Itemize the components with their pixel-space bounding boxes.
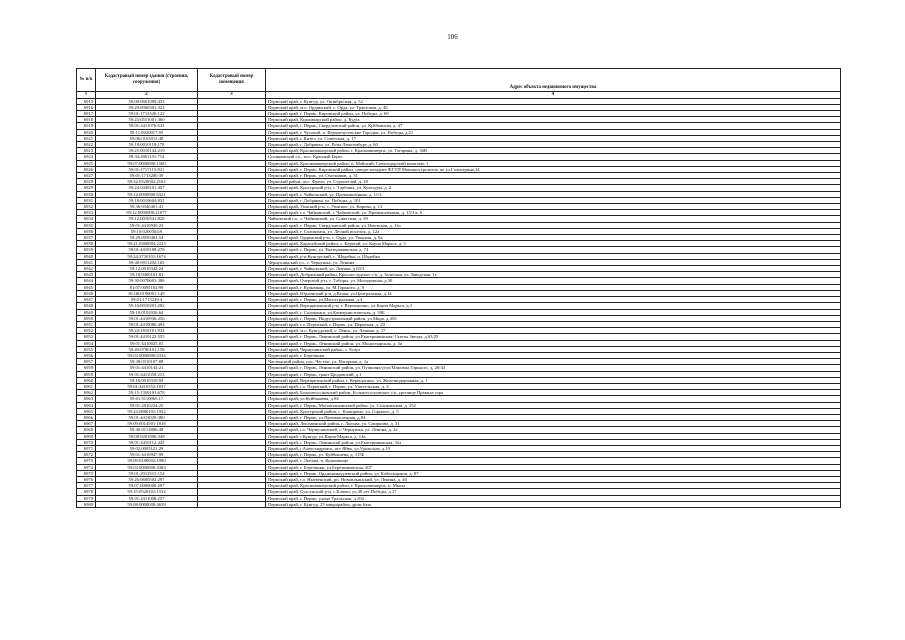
- row-number: 6936: [77, 228, 96, 234]
- building-cadastral-number: 59:25:0010144:219: [96, 148, 198, 154]
- address: Пермский край, г. Пермь, Ленинский район, ул.Екатерининская/ Газеты Звезда, д.63/25: [266, 334, 841, 340]
- building-cadastral-number: 59:01:4413020:380: [96, 414, 198, 420]
- address: Пермский край, г.о. Нытвенский, рп. Новоильинский, ул. Ленина, д. 40: [266, 476, 841, 482]
- row-number: 6926: [77, 166, 96, 172]
- row-number: 6956: [77, 352, 96, 358]
- building-cadastral-number: 59:01:4410144:21: [96, 365, 198, 371]
- index-4: 4: [266, 92, 841, 99]
- address: Пермский край, Верещагинский район, г. Верещагино, ул. Железнодорожная, д. 1: [266, 377, 841, 383]
- building-cadastral-number: 59:09:0014501:1018: [96, 421, 198, 427]
- row-number: 6967: [77, 421, 96, 427]
- row-number: 6934: [77, 216, 96, 222]
- address: Пермский край, Чернушинский район, с. Есаул: [266, 346, 841, 352]
- row-number: 6950: [77, 315, 96, 321]
- row-number: 6960: [77, 377, 96, 383]
- address: Пермский край, г. Пермь, Кировский район, ул. Победы, д. 69: [266, 111, 841, 117]
- address: Пермский край, г. Соликамск, ул.Коммунистическая, д. 39Б: [266, 309, 841, 315]
- building-cadastral-number: 59:01:4411058:213: [96, 371, 198, 377]
- row-number: 6972: [77, 452, 96, 458]
- address: Пермский край, г. Пермь, Свердловский район, ул. Куйбышева, д. 47: [266, 123, 841, 129]
- address: Пермский край, г. Кунгур, 25 микрорайон, дром база: [266, 501, 841, 507]
- row-number: 6924: [77, 154, 96, 160]
- row-number: 6923: [77, 148, 96, 154]
- building-cadastral-number: 59:08:0000000:4639: [96, 501, 198, 507]
- building-cadastral-number: 59:08:0601009:433: [96, 98, 198, 104]
- building-cadastral-number: 59:21:0360004:2223: [96, 241, 198, 247]
- address: Пермский край, г. Кунгур, ул. Октябрьская, д. 52: [266, 98, 841, 104]
- index-3: 3: [198, 92, 266, 99]
- address: Пермский край, г.о. Чайковский, г. Чайковский, ул. Промышленная, д. 13/3 к. 6: [266, 210, 841, 216]
- row-number: 6966: [77, 414, 96, 420]
- row-number: 6979: [77, 495, 96, 501]
- building-cadastral-number: 59:01:1713239:4: [96, 297, 198, 303]
- address: Пермский район, пос. Фроль, ул. Строителей, д. 28: [266, 179, 841, 185]
- row-number: 6954: [77, 340, 96, 346]
- building-cadastral-number: 59:01:1713326:122: [96, 111, 198, 117]
- row-number: 6944: [77, 278, 96, 284]
- row-number: 6951: [77, 321, 96, 327]
- row-number: 6955: [77, 346, 96, 352]
- row-number: 6932: [77, 204, 96, 210]
- address: Пермский край, г. Лысьва, п. Кормовище: [266, 458, 841, 464]
- row-number: 6980: [77, 501, 96, 507]
- building-cadastral-number: 59:30:0070601:386: [96, 278, 198, 284]
- building-cadastral-number: 59:07:0000000:1560: [96, 160, 198, 166]
- building-cadastral-number: 59:24:0430101:457: [96, 185, 198, 191]
- row-number: 6918: [77, 117, 96, 123]
- building-cadastral-number: 59:12:0000000:6321: [96, 191, 198, 197]
- address: Пермский край, г. Чусовой, п. Верхнечусовские Городки, ул. Победы, д.21: [266, 129, 841, 135]
- row-number: 6952: [77, 328, 96, 334]
- building-cadastral-number: 59:01:4311008:257: [96, 495, 198, 501]
- address: Пермский край, г. Добрянка, ул. Розы Люксембург, д. 60: [266, 142, 841, 148]
- row-number: 6915: [77, 98, 96, 104]
- row-number: 6945: [77, 284, 96, 290]
- table-body: [77, 98, 841, 507]
- row-number: 6928: [77, 179, 96, 185]
- row-number: 6965: [77, 408, 96, 414]
- building-cadastral-number: 59:40:0911202:165: [96, 259, 198, 265]
- address: Пермский край, м.о. Кунгурский, с. Ленск, ул. Ленина, д. 17: [266, 328, 841, 334]
- building-cadastral-number: 59:01:2912515:154: [96, 470, 198, 476]
- row-number: 6964: [77, 402, 96, 408]
- building-cadastral-number: 59:18:0010604:831: [96, 197, 198, 203]
- building-cadastral-number: 59:16:0010201:282: [96, 303, 198, 309]
- header-address: Адрес объекта недвижимого имущества: [266, 69, 841, 92]
- row-number: 6958: [77, 365, 96, 371]
- address: Пермский край, г. Кудымкар, ул. М.Горького, д. 9: [266, 284, 841, 290]
- row-number: 6953: [77, 334, 96, 340]
- building-cadastral-number: 59:36:0340401:41: [96, 204, 198, 210]
- address: Пермский край, г. Добрянка, ул. Победы, д. 101: [266, 197, 841, 203]
- building-cadastral-number: 59:18:0400101:81: [96, 272, 198, 278]
- address: Пермский край, Верещагинский р-н, г. Верещагино, ул.Карла Маркса, д.3: [266, 303, 841, 309]
- building-cadastral-number: 59:40:0700101:158: [96, 346, 198, 352]
- page-number: 106: [447, 33, 458, 41]
- row-number: 6976: [77, 476, 96, 482]
- building-cadastral-number: 59:16:0010310:93: [96, 377, 198, 383]
- address: Пермский край, г. Чайковский, ул. Промышленная, д. 11/2: [266, 191, 841, 197]
- building-cadastral-number: 59:01:1713280:39: [96, 173, 198, 179]
- row-number: 6963: [77, 396, 96, 402]
- building-cadastral-number: 59:12:0010342:24: [96, 266, 198, 272]
- address: Пермский край, г. Пермь, улица Уральская, д.104: [266, 495, 841, 501]
- building-cadastral-number: 59:10:0200304:9: [96, 228, 198, 234]
- address: Пермский край, г. Пермь, ул. Куйбышева, д. 115Б: [266, 452, 841, 458]
- building-cadastral-number: 59:03:0000000:6334: [96, 352, 198, 358]
- address: Пермский край, Уинский р-н, с. Уинское, ул. Кирова, д. 13: [266, 204, 841, 210]
- row-number: 6935: [77, 222, 96, 228]
- row-number: 6930: [77, 191, 96, 197]
- address: Пермский край, Добрянский район, Краснослудское с/п, д. Залесная, ул. Заводская, 1е: [266, 272, 841, 278]
- building-cadastral-number: 59:01:2810234:25: [96, 402, 198, 408]
- address: Пермский край, г. Пермь, ул. Екатерининская, д. 74: [266, 247, 841, 253]
- address: Пермский край, г.о. Чернушинский, г. Чернушка, ул. Ленина, д. 2а: [266, 427, 841, 433]
- building-cadastral-number: 59:10:0102026:64: [96, 309, 198, 315]
- address: Чайковский г.о., г. Чайковский, ул. Советская, д. 39: [266, 216, 841, 222]
- row-number: 6970: [77, 439, 96, 445]
- address: Пермский край, г. Кизел, ул. Советская, д. 17: [266, 135, 841, 141]
- row-number: 6947: [77, 297, 96, 303]
- row-number: 6946: [77, 290, 96, 296]
- address: Чернушинский г.о., г. Чернушка, ул. Ленина: [266, 259, 841, 265]
- property-table: [76, 68, 841, 508]
- address: Пермский край, Кунгурский р-н, с. Тарбаны, ул. Культуры, д. 2: [266, 185, 841, 191]
- building-cadastral-number: 59:29:0060301:323: [96, 104, 198, 110]
- building-cadastral-number: 81:07:0095102:99: [96, 284, 198, 290]
- address: Пермский край, г.о. Пермский, г. Пермь, ул. Учительская, д. 3: [266, 383, 841, 389]
- address: Пермский край, Красновишерский район, г. Красновишерск, ул. Гагарина, д. 36В: [266, 148, 841, 154]
- row-number: 6925: [77, 160, 96, 166]
- address: Пермский край, Очерский р-н, с. Таборы, ул. Молодежная, д.30: [266, 278, 841, 284]
- row-number: 6973: [77, 458, 96, 464]
- address: Пермский край, г. Пермь, Орджоникидзевский район, ул. Кабельщиков, д. 87: [266, 470, 841, 476]
- address: Пермский край, г. Пермь, ул.Магистральная, д.4: [266, 297, 841, 303]
- building-cadastral-number: 59:03:0000000:4383: [96, 464, 198, 470]
- address: Пермский край, Карагайский район, с. Карагай, ул. Карла Маркса, д. 5: [266, 241, 841, 247]
- row-number: 6949: [77, 309, 96, 315]
- header-room-cadastral: Кадастровый номер помещения: [198, 69, 266, 92]
- row-number: 6929: [77, 185, 96, 191]
- address: Пермский край, г.Александровск, пгт Яйва, ул.Уральская, д.19: [266, 445, 841, 451]
- building-cadastral-number: 59:01:4410122:555: [96, 334, 198, 340]
- building-cadastral-number: 59:01:4410108:278: [96, 247, 198, 253]
- building-cadastral-number: 59:15:1350101:678: [96, 390, 198, 396]
- building-cadastral-number: 59:26:0600502:297: [96, 476, 198, 482]
- building-cadastral-number: 81:08:0190001:149: [96, 290, 198, 296]
- address: Пермский край, г. Пермь, Ленинский район, ул. Пушкина/угол/Максима Горького, д. 20/44: [266, 365, 841, 371]
- building-cadastral-number: 59:01:4410086:494: [96, 321, 198, 327]
- table-index-row: [77, 92, 841, 99]
- address: Пермский край, г. Пермь, Ленинский район, ул.Екатерининская, 32а: [266, 439, 841, 445]
- building-cadastral-number: 59:32:0320002:2102: [96, 179, 198, 185]
- row-number: 6961: [77, 383, 96, 389]
- building-cadastral-number: 59:34:4901101:714: [96, 154, 198, 160]
- building-cadastral-number: 59:09:0180002:1980: [96, 458, 198, 464]
- index-1: 1: [77, 92, 96, 99]
- building-cadastral-number: 59:01:4410112:445: [96, 439, 198, 445]
- row-number: 6922: [77, 142, 96, 148]
- row-number: 6959: [77, 371, 96, 377]
- row-number: 6940: [77, 253, 96, 259]
- building-cadastral-number: 59:12:0000000:21077: [96, 210, 198, 216]
- building-cadastral-number: 59:01:4410025:81: [96, 340, 198, 346]
- address: Пермский край, Суксунский р-н, с.Ключи, ул.40 лет Победы, д.17: [266, 489, 841, 495]
- index-2: 2: [96, 92, 198, 99]
- row-number: 6942: [77, 266, 96, 272]
- row-number: 6919: [77, 123, 96, 129]
- building-cadastral-number: 59:08:0201006:348: [96, 433, 198, 439]
- building-cadastral-number: 59:11:0020017:95: [96, 129, 198, 135]
- row-number: 6916: [77, 104, 96, 110]
- row-number: 6939: [77, 247, 96, 253]
- building-cadastral-number: 59:02:0003121:29: [96, 445, 198, 451]
- row-number: 6920: [77, 129, 96, 135]
- building-cadastral-number: 59:01:1717115:821: [96, 166, 198, 172]
- address: Пермский край, г. Пермь, Мотовилихинский район, ул. Соликамская, д. 252: [266, 402, 841, 408]
- row-number: 6931: [77, 197, 96, 203]
- address: Пермский край, г. Пермь, ул.Промышленная, д.84: [266, 414, 841, 420]
- address: Пермский край, г. Соликамск, ул. Лесной поселок, д. 12а: [266, 228, 841, 234]
- address: Пермский край, г. Пермь, Свердловский район, ул. Ижевская, д. 12а: [266, 222, 841, 228]
- row-number: 6977: [77, 483, 96, 489]
- row-number: 6921: [77, 135, 96, 141]
- building-cadastral-number: 59:29:0050404:54: [96, 235, 198, 241]
- address: Пермский край, м.о. Ординский, с. Орда, ул. Трактовая, д. 40: [266, 104, 841, 110]
- address: Пермский край, г. Чайковский, ул. Ленина, д.63/3: [266, 266, 841, 272]
- address: Соликамский г.о., пос. Красный Берег: [266, 154, 841, 160]
- building-cadastral-number: 59:40:0112806:48: [96, 427, 198, 433]
- address: Пермский край, Большесосновский район, Большесосновское с/п, урочище Правила гора: [266, 390, 841, 396]
- row-number: 6917: [77, 111, 96, 117]
- row-number: 6927: [77, 173, 96, 179]
- row-number: 6974: [77, 464, 96, 470]
- address: Пермский край, г. Пермь, тракт Бродовский, д.1: [266, 371, 841, 377]
- row-number: 6957: [77, 359, 96, 365]
- address: Пермский край, г. Пермь, Ленинский район, ул. Монастырская, д. 3а: [266, 340, 841, 346]
- row-number: 6969: [77, 433, 96, 439]
- address: Пермский край, Кудымкарский район, д. Кудза: [266, 117, 841, 123]
- address: Пермский край, г. Пермь, Кировский район, северо-западнее ФГУП Машиностроитель по ул.Гальперина,34: [266, 166, 841, 172]
- address: Пермский край, Красновишерский район, п. Майский, Совхоздорский комплекс 1: [266, 160, 841, 166]
- building-cadastral-number: 59:01:4411076:643: [96, 123, 198, 129]
- table-header-row: [77, 69, 841, 92]
- address: Пермский край, р-н Кунгурский, с. Шадейка, п. Шадейка: [266, 253, 841, 259]
- address: Пермский край, г. Пермь, Индустриальный район, ул.Мира, д.45б: [266, 315, 841, 321]
- building-cadastral-number: 59:12:0010541:820: [96, 216, 198, 222]
- header-number: № п/п: [77, 69, 96, 92]
- row-number: 6941: [77, 259, 96, 265]
- table-row: [77, 501, 841, 507]
- building-cadastral-number: 59:35:0520101:1532: [96, 489, 198, 495]
- building-cadastral-number: 59:06:0103013:48: [96, 135, 198, 141]
- building-cadastral-number: 59:07:0000000:297: [96, 483, 198, 489]
- address: Пермский край, Лысьвенский район, г. Лысьва, ул. Смирнова, д. 31: [266, 421, 841, 427]
- address: Пермский край, Красновишерский район, г. Красновишерск, п. Мысы: [266, 483, 841, 489]
- address: Пермский край, Ординский р-н, с. Орда, ул. Уинская, д. 8а: [266, 235, 841, 241]
- address: Пермский край, Кунгурский район, с. Каширино, ул. Горького, д. 5: [266, 408, 841, 414]
- building-cadastral-number: 59:01:4410936:256: [96, 315, 198, 321]
- building-cadastral-number: 59:38:0310107:88: [96, 359, 198, 365]
- address: Пермский край, ул.Куйбышева, д.84: [266, 396, 841, 402]
- row-number: 6968: [77, 427, 96, 433]
- address: Пермский край, г. Березники, ул.Березниковская, 207: [266, 464, 841, 470]
- row-number: 6971: [77, 445, 96, 451]
- building-cadastral-number: 59:24:1810101:934: [96, 328, 198, 334]
- building-cadastral-number: 59:24:0880101:1952: [96, 408, 198, 414]
- building-cadastral-number: 59:23:0551001:360: [96, 117, 198, 123]
- row-number: 6948: [77, 303, 96, 309]
- address: Пермский край, г.о. Пермский, г. Пермь, ул. Пермская, д. 29: [266, 321, 841, 327]
- row-number: 6978: [77, 489, 96, 495]
- row-number: 6943: [77, 272, 96, 278]
- building-cadastral-number: 59:24:2730101:1674: [96, 253, 198, 259]
- building-cadastral-number: 59:18:0010118:178: [96, 142, 198, 148]
- row-number: 6975: [77, 470, 96, 476]
- row-number: 6933: [77, 210, 96, 216]
- address: Пермский край, г. Березники: [266, 352, 841, 358]
- row-number: 6938: [77, 241, 96, 247]
- room-cadastral-number: [198, 501, 266, 507]
- building-cadastral-number: 59:01:4410930:23: [96, 222, 198, 228]
- address: Пермский край, г.Кунгур, ул.Карла Маркса, д. 14а: [266, 433, 841, 439]
- address: Пермский край, г. Пермь, ул. Охотников, д. 31: [266, 173, 841, 179]
- address: Пермский край, Юрлинский р-н, д.Келья, ул.Центральная, д.14: [266, 290, 841, 296]
- building-cadastral-number: 59:01:4410352:1037: [96, 383, 198, 389]
- building-cadastral-number: 59:01:4410947:99: [96, 452, 198, 458]
- row-number: 6962: [77, 390, 96, 396]
- row-number: 6937: [77, 235, 96, 241]
- address: Частинский район, пос. Частые, ул. Нагорная, д. 1а: [266, 359, 841, 365]
- building-cadastral-number: 59:01:5110065:17: [96, 396, 198, 402]
- header-building-cadastral: Кадастровый номер здания (строения, сооружения): [96, 69, 198, 92]
